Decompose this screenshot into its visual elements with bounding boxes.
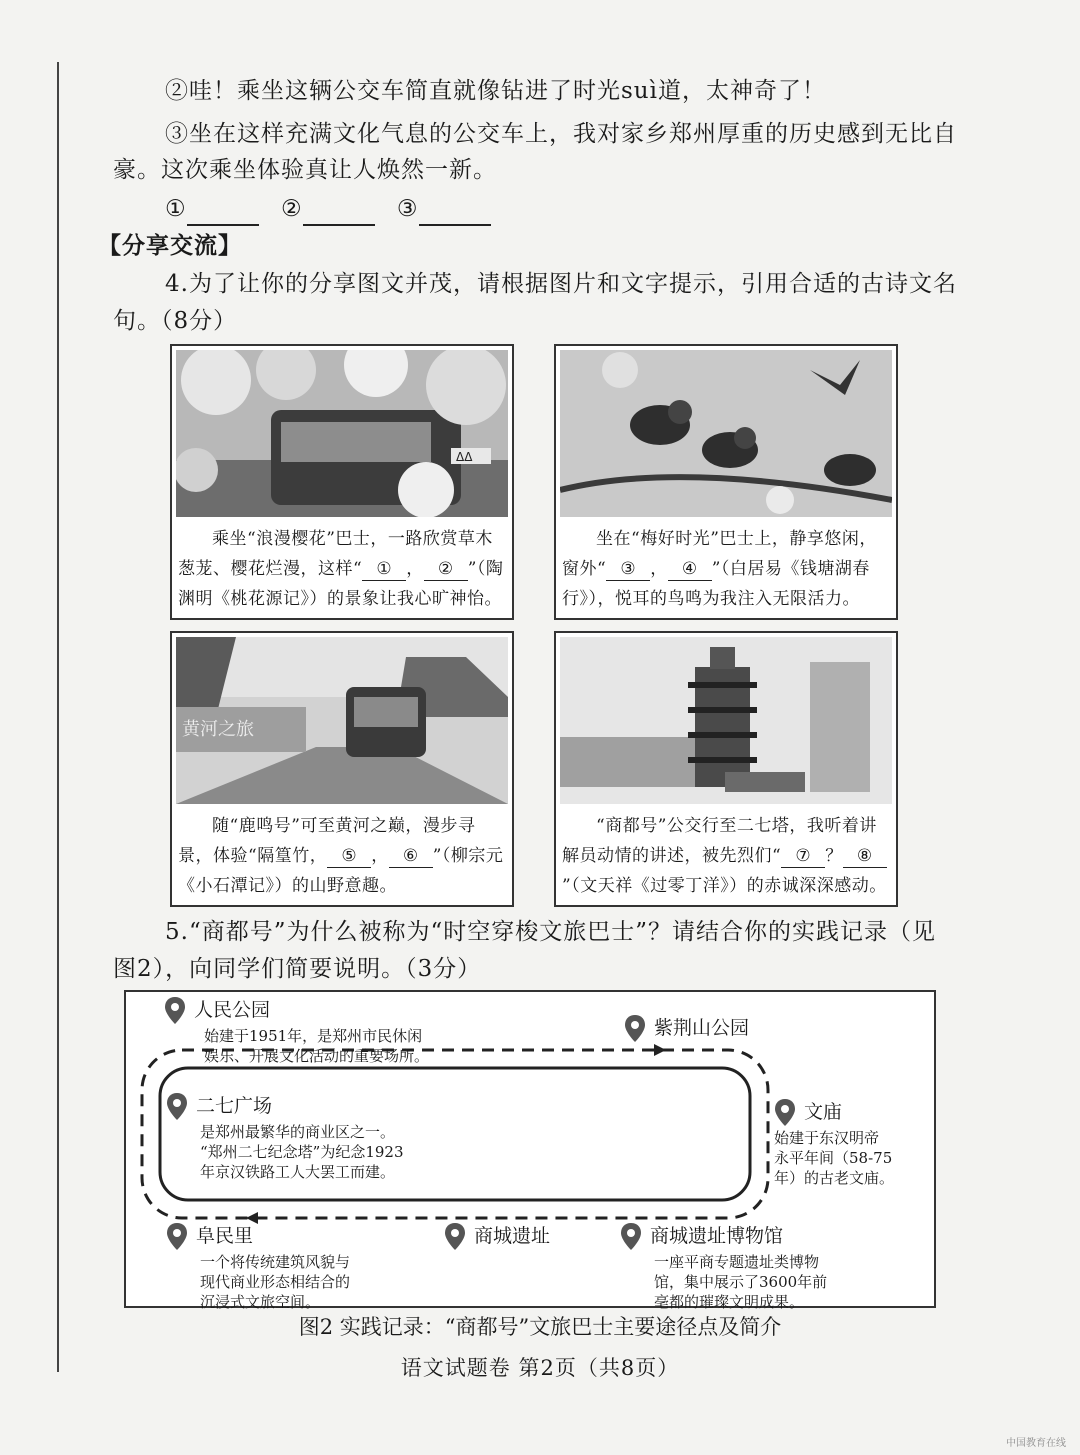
q3-answer-blank-2[interactable] (303, 198, 375, 226)
location-pin-icon (624, 1014, 646, 1044)
location-pin-icon (166, 1092, 188, 1122)
q3-answer-blank-3[interactable] (419, 198, 491, 226)
watermark: 中国教育在线 (1006, 1438, 1066, 1449)
blank-3[interactable]: ③ (606, 558, 650, 581)
q5-prompt-line2: 图2），向同学们简要说明。（3分） (113, 956, 482, 982)
stop-renmin-park: 人民公园 始建于1951年，是郑州市民休闲 娱乐、开展文化活动的重要场所。 (164, 996, 429, 1066)
route-map-figure (124, 990, 936, 1311)
q3-answer-blanks (165, 192, 505, 226)
stop-erqi-square: 二七广场 是郑州最繁华的商业区之一。 “郑州二七纪念塔”为纪念1923 年京汉铁路工人大罢工而建。 (166, 1092, 404, 1182)
stop-confucius-temple: 文庙 始建于东汉明帝 永平年间（58-75 年）的古老文庙。 (774, 1098, 894, 1188)
q4-panel-erqi-tower (554, 631, 898, 907)
erqi-tower-photo (560, 637, 892, 804)
figure-caption: 图2 实践记录：“商都号”文旅巴士主要途径点及简介 (298, 1315, 782, 1339)
section-title: 【分享交流】 (98, 232, 242, 259)
q3-answer-blank-1[interactable] (187, 198, 259, 226)
q3-blank-label-1: ① (165, 196, 187, 222)
blank-8[interactable]: ⑧ (843, 845, 887, 868)
q4-prompt-line1: 4.为了让你的分享图文并茂，请根据图片和文字提示，引用合适的古诗文名 (165, 271, 957, 297)
stop-zijingshan-park: 紫荆山公园 (624, 1014, 749, 1044)
panel1-caption: 乘坐“浪漫樱花”巴士，一路欣赏草木葱茏、樱花烂漫，这样“ ① ， ② ”（陶渊明《桃花源记》）的景象让我心旷神怡。 (178, 529, 504, 609)
q3-item-2: ②哇！乘坐这辆公交车简直就像钻进了时光suì道，太神奇了！ (165, 78, 826, 104)
location-pin-icon (164, 996, 186, 1026)
location-pin-icon (444, 1222, 466, 1252)
q4-panel-swallows (554, 344, 898, 620)
stop-shang-city-ruins: 商城遗址 (444, 1222, 550, 1252)
q3-blank-label-3: ③ (396, 196, 419, 222)
swallows-photo (560, 350, 892, 517)
blank-7[interactable]: ⑦ (781, 845, 825, 868)
sakura-bus-photo (176, 350, 508, 517)
q3-item-3-line1: ③坐在这样充满文化气息的公交车上，我对家乡郑州厚重的历史感到无比自 (165, 121, 957, 147)
stop-shang-city-museum: 商城遗址博物馆 一座平商专题遗址类博物 馆，集中展示了3600年前 亳都的璀璨文明成果。 (620, 1222, 827, 1312)
q3-blank-label-2: ② (280, 196, 303, 222)
blank-1[interactable]: ① (362, 558, 406, 581)
blank-6[interactable]: ⑥ (389, 845, 433, 868)
panel4-caption: “商都号”公交行至二七塔，我听着讲解员动情的讲述，被先烈们“ ⑦ ？ ⑧”（文天祥《过零丁洋》）的赤诚深深感动。 (562, 816, 887, 896)
panel1-bus-sign: ΔΔ (456, 450, 473, 464)
panel2-caption: 坐在“梅好时光”巴士上，静享悠闲，窗外“ ③ ， ④ ”（白居易《钱塘湖春行》），悦耳的鸟鸣为我注入无限活力。 (562, 529, 877, 609)
blank-2[interactable]: ② (424, 558, 468, 581)
location-pin-icon (620, 1222, 642, 1252)
location-pin-icon (166, 1222, 188, 1252)
binding-margin-line (57, 62, 59, 1372)
panel3-wall-sign: 黄河之旅 (182, 719, 254, 740)
yellow-river-bus-photo (176, 637, 508, 804)
location-pin-icon (774, 1098, 796, 1128)
q4-panel-sakura-bus (170, 344, 514, 620)
stop-fuminli: 阜民里 一个将传统建筑风貌与 现代商业形态相结合的 沉浸式文旅空间。 (166, 1222, 350, 1312)
page-footer: 语文试题卷 第2页（共8页） (400, 1356, 680, 1380)
q5-prompt-line1: 5.“商都号”为什么被称为“时空穿梭文旅巴士”？请结合你的实践记录（见 (165, 919, 936, 945)
blank-5[interactable]: ⑤ (327, 845, 371, 868)
q4-panel-yellow-river-bus (170, 631, 514, 907)
blank-4[interactable]: ④ (668, 558, 712, 581)
panel3-caption: 随“鹿鸣号”可至黄河之巅，漫步寻景，体验“隔篁竹， ⑤ ， ⑥ ”（柳宗元《小石潭记》）的山野意趣。 (178, 816, 504, 896)
q3-item-3-line2: 豪。这次乘坐体验真让人焕然一新。 (113, 157, 497, 183)
q4-prompt-line2: 句。（8分） (113, 308, 238, 334)
